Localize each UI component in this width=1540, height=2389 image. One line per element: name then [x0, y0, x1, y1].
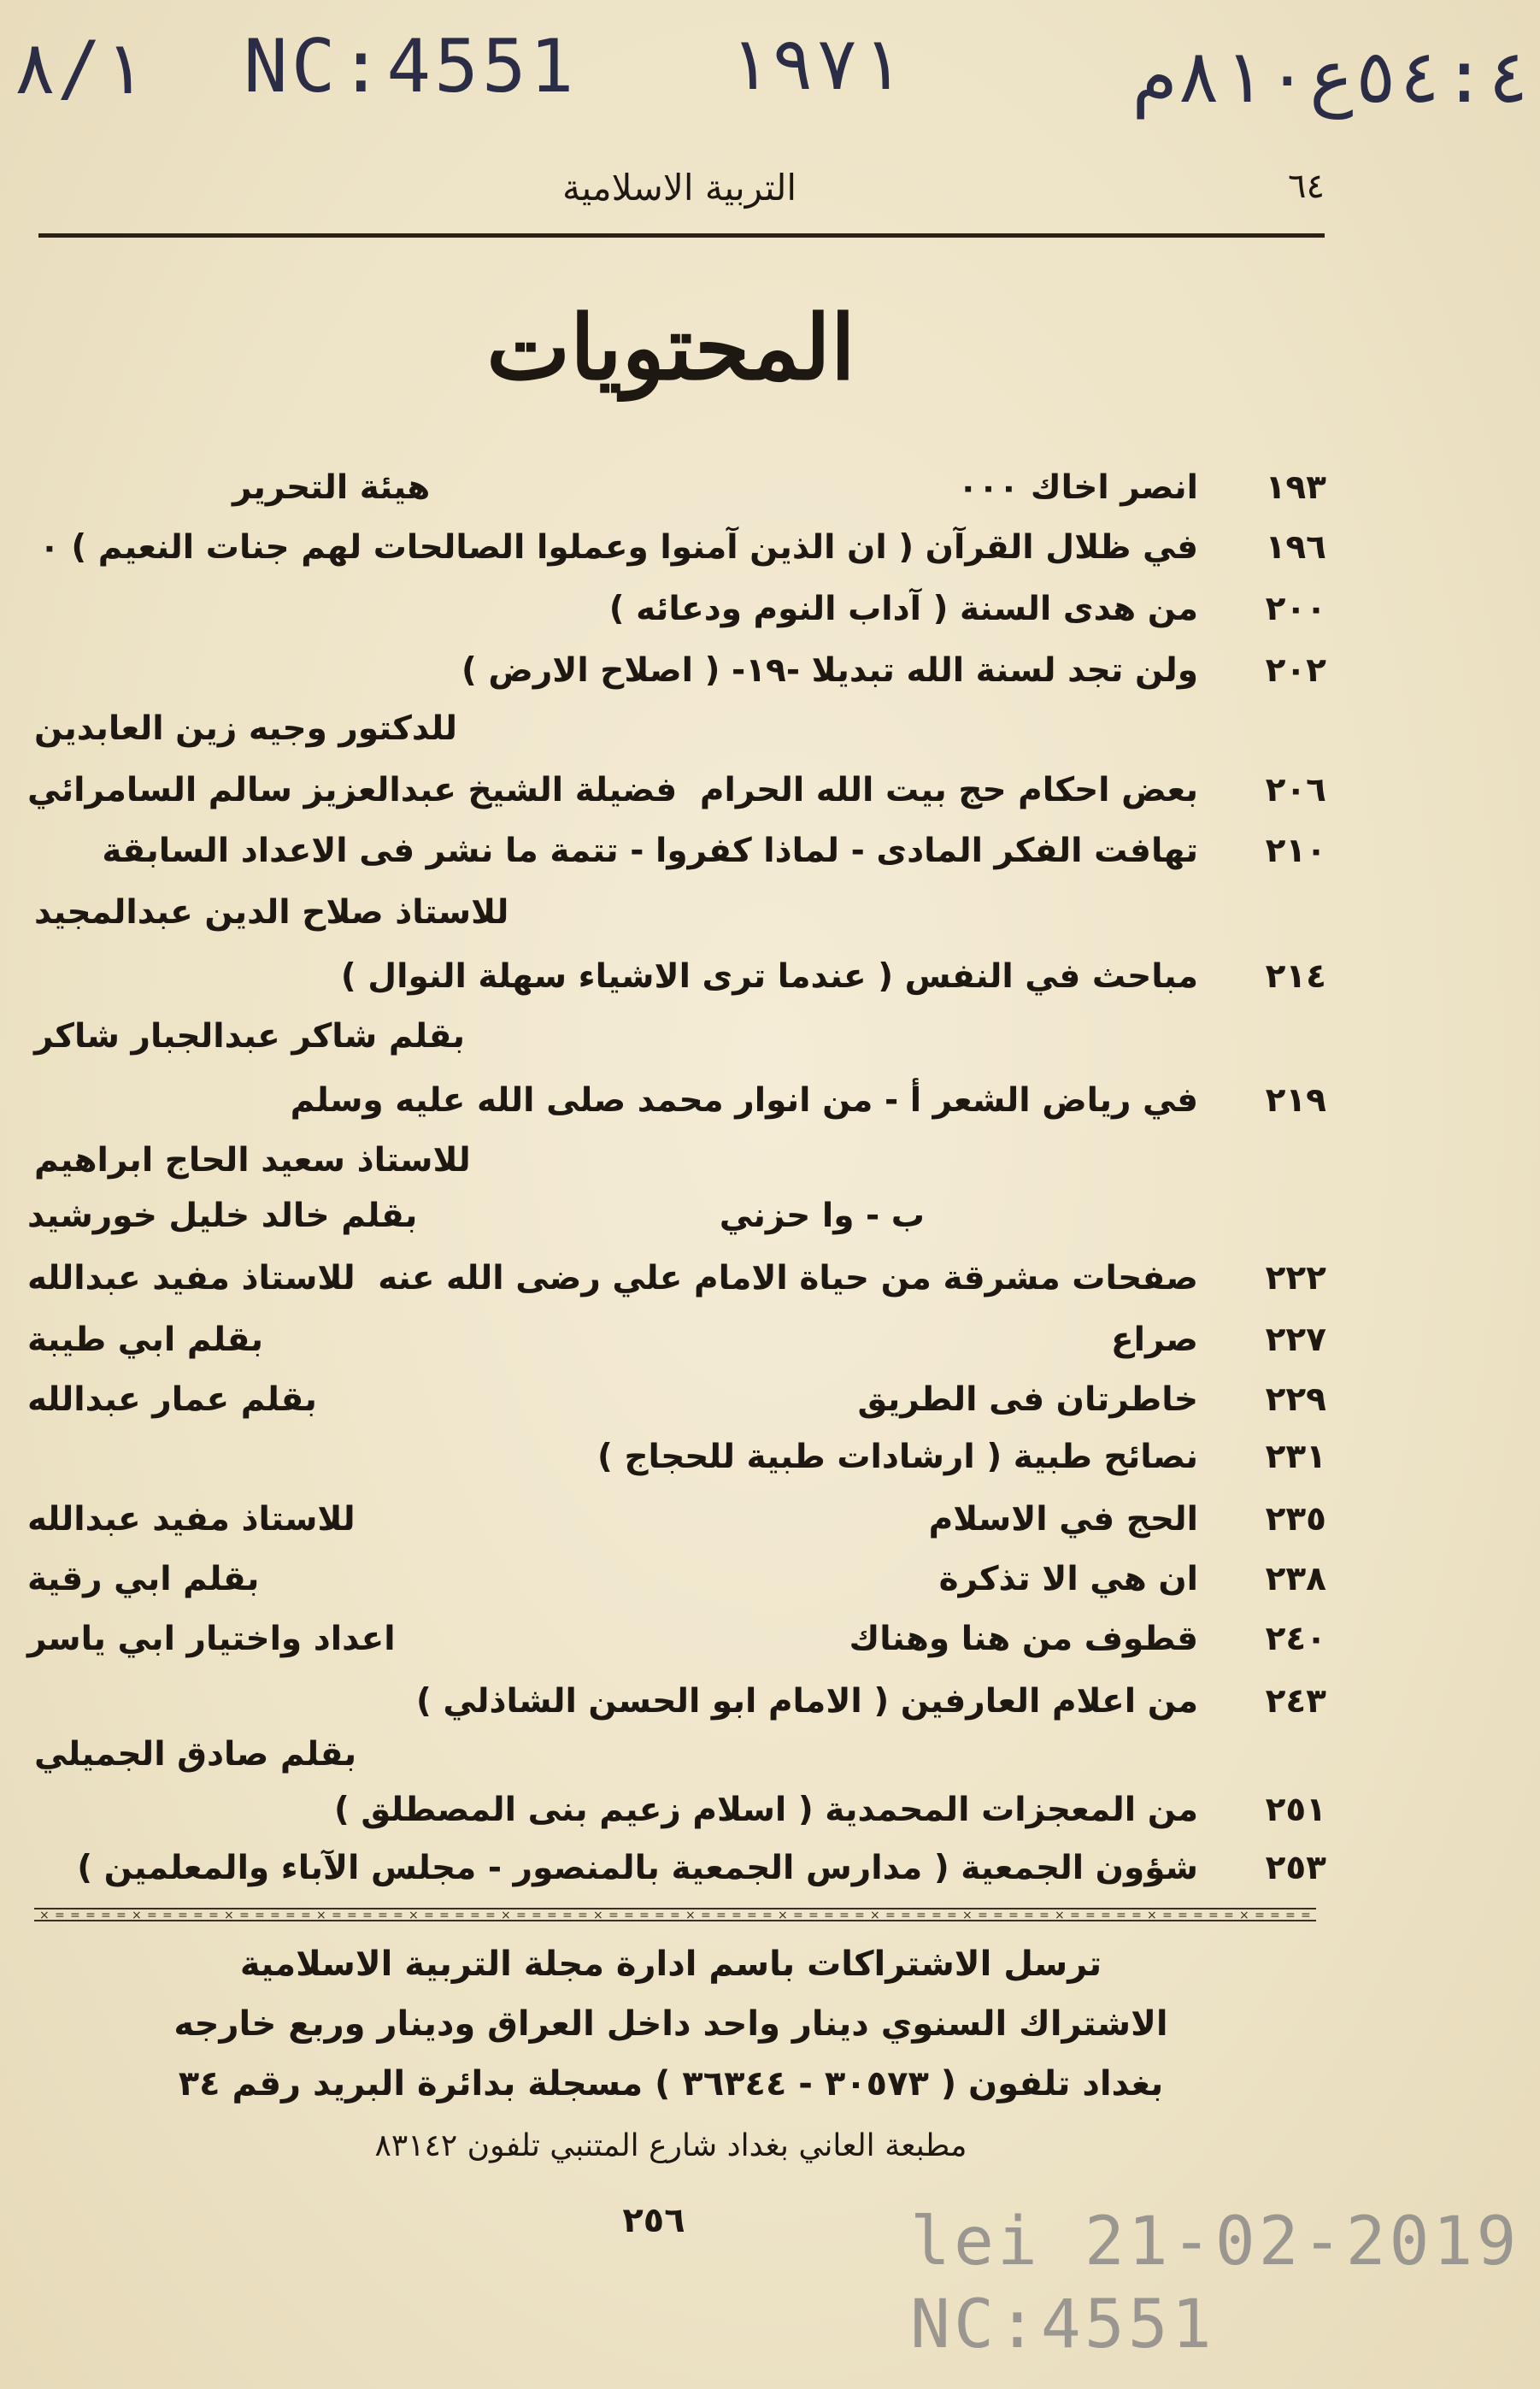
svg-text:=: =: [1070, 1909, 1080, 1922]
toc-page: ٢١٤: [1265, 957, 1326, 996]
toc-author: للاستاذ سعيد الحاج ابراهيم: [34, 1141, 471, 1180]
svg-text:=: =: [332, 1909, 342, 1922]
svg-text:=: =: [532, 1909, 542, 1922]
printer-info: مطبعة العاني بغداد شارع المتنبي تلفون ٨٣١٤٢: [374, 2128, 967, 2163]
toc-title: ولن تجد لسنة الله تبديلا -١٩- ( اصلاح الارض ): [461, 651, 1198, 690]
svg-text:=: =: [885, 1909, 896, 1922]
svg-text:×: ×: [316, 1909, 326, 1922]
svg-text:=: =: [101, 1909, 111, 1922]
svg-text:=: =: [1116, 1909, 1126, 1922]
toc-author: للاستاذ مفيد عبدالله: [27, 1500, 356, 1539]
toc-page: ٢١٩: [1265, 1081, 1326, 1120]
svg-text:×: ×: [409, 1909, 419, 1922]
toc-author: للاستاذ صلاح الدين عبدالمجيد: [34, 893, 509, 932]
toc-author: للدكتور وجيه زين العابدين: [34, 709, 458, 748]
svg-text:=: =: [439, 1909, 450, 1922]
svg-text:=: =: [932, 1909, 942, 1922]
svg-text:=: =: [808, 1909, 819, 1922]
toc-title: من هدى السنة ( آداب النوم ودعائه ): [608, 590, 1198, 628]
toc-title: ب - وا حزني: [719, 1197, 925, 1235]
toc-title: الحج في الاسلام: [928, 1500, 1198, 1539]
svg-text:=: =: [716, 1909, 726, 1922]
svg-text:=: =: [1101, 1909, 1111, 1922]
handwritten-year: ١٩٧١: [726, 21, 904, 107]
svg-text:=: =: [624, 1909, 634, 1922]
handwritten-call-number-bottom: NC:4551: [910, 2286, 1215, 2363]
toc-title: صفحات مشرقة من حياة الامام علي رضى الله عنه: [378, 1259, 1198, 1297]
svg-text:=: =: [85, 1909, 96, 1922]
svg-text:=: =: [393, 1909, 403, 1922]
toc-title: ان هي الا تذكرة: [938, 1560, 1198, 1598]
svg-text:=: =: [1301, 1909, 1311, 1922]
toc-title: في ظلال القرآن ( ان الذين آمنوا وعملوا الصالحات لهم جنات النعيم ) ٠: [38, 528, 1198, 567]
svg-text:×: ×: [501, 1909, 511, 1922]
toc-title: تهافت الفكر المادى - لماذا كفروا - تتمة ما نشر فى الاعداد السابقة: [102, 832, 1198, 870]
ornamental-separator: [34, 1899, 1316, 1930]
toc-title: من المعجزات المحمدية ( اسلام زعيم بنى المصطلق ): [333, 1791, 1198, 1829]
svg-text:=: =: [347, 1909, 357, 1922]
toc-page: ٢٤٠: [1265, 1620, 1326, 1658]
toc-title: قطوف من هنا وهناك: [849, 1620, 1198, 1658]
svg-text:=: =: [993, 1909, 1003, 1922]
svg-text:=: =: [162, 1909, 173, 1922]
svg-text:=: =: [209, 1909, 219, 1922]
toc-page: ٢٣١: [1265, 1438, 1326, 1476]
toc-title: شؤون الجمعية ( مدارس الجمعية بالمنصور - مجلس الآباء والمعلمين ): [77, 1849, 1198, 1887]
svg-text:=: =: [1193, 1909, 1203, 1922]
svg-text:=: =: [301, 1909, 311, 1922]
toc-title: في رياض الشعر أ - من انوار محمد صلى الله عليه وسلم: [290, 1081, 1198, 1120]
toc-page: ٢١٠: [1265, 832, 1326, 870]
svg-text:=: =: [916, 1909, 926, 1922]
svg-text:=: =: [485, 1909, 496, 1922]
svg-text:=: =: [793, 1909, 803, 1922]
toc-author: بقلم عمار عبدالله: [27, 1380, 317, 1419]
toc-page: ٢٤٣: [1265, 1682, 1326, 1721]
svg-text:=: =: [378, 1909, 388, 1922]
svg-text:=: =: [578, 1909, 588, 1922]
toc-author: بقلم ابي رقية: [27, 1560, 260, 1598]
handwritten-shelf-mark: ٥٤:٤ع٨١٠م: [1132, 34, 1531, 120]
svg-text:=: =: [1178, 1909, 1188, 1922]
svg-text:=: =: [655, 1909, 665, 1922]
toc-page: ٢٠٢: [1265, 651, 1326, 690]
svg-text:×: ×: [593, 1909, 603, 1922]
svg-text:×: ×: [1147, 1909, 1157, 1922]
handwritten-call-number: NC:4551: [244, 24, 578, 109]
handwritten-volume: ٨/١: [13, 26, 146, 111]
svg-text:×: ×: [224, 1909, 234, 1922]
svg-text:=: =: [362, 1909, 373, 1922]
toc-page: ١٩٣: [1265, 468, 1326, 507]
toc-page: ١٩٦: [1265, 528, 1326, 567]
svg-text:=: =: [255, 1909, 265, 1922]
svg-text:×: ×: [39, 1909, 50, 1922]
svg-text:×: ×: [962, 1909, 973, 1922]
svg-text:=: =: [270, 1909, 280, 1922]
svg-text:=: =: [947, 1909, 957, 1922]
toc-title: خاطرتان فى الطريق: [857, 1380, 1198, 1419]
toc-page: ٢٠٦: [1265, 771, 1326, 809]
toc-title: انصر اخاك ٠٠٠: [957, 468, 1198, 507]
toc-page: ٢٣٨: [1265, 1560, 1326, 1598]
toc-author: بقلم شاكر عبدالجبار شاكر: [34, 1017, 466, 1056]
toc-title: بعض احكام حج بيت الله الحرام: [699, 771, 1198, 809]
svg-text:=: =: [547, 1909, 557, 1922]
toc-author: بقلم خالد خليل خورشيد: [27, 1197, 418, 1235]
svg-text:×: ×: [778, 1909, 788, 1922]
toc-page: ٢٥١: [1265, 1791, 1326, 1829]
toc-author: بقلم ابي طيبة: [27, 1321, 264, 1359]
svg-text:=: =: [178, 1909, 188, 1922]
svg-text:=: =: [562, 1909, 573, 1922]
toc-author: فضيلة الشيخ عبدالعزيز سالم السامرائي: [27, 771, 678, 809]
svg-text:=: =: [1255, 1909, 1265, 1922]
svg-text:=: =: [978, 1909, 988, 1922]
svg-text:=: =: [470, 1909, 480, 1922]
svg-text:×: ×: [1239, 1909, 1249, 1922]
svg-text:=: =: [824, 1909, 834, 1922]
svg-text:=: =: [516, 1909, 526, 1922]
handwritten-received-date: lei 21-02-2019: [910, 2204, 1520, 2280]
svg-text:×: ×: [132, 1909, 142, 1922]
toc-title: صراع: [1111, 1321, 1198, 1359]
svg-text:=: =: [608, 1909, 619, 1922]
toc-title: مباحث في النفس ( عندما ترى الاشياء سهلة النوال ): [340, 957, 1198, 996]
svg-text:=: =: [1270, 1909, 1280, 1922]
svg-text:=: =: [762, 1909, 773, 1922]
subscription-note: ترسل الاشتراكات باسم ادارة مجلة التربية الاسلامية: [239, 1945, 1102, 1984]
svg-text:=: =: [701, 1909, 711, 1922]
toc-author: اعداد واختيار ابي ياسر: [27, 1620, 396, 1658]
toc-author: للاستاذ مفيد عبدالله: [27, 1259, 356, 1297]
svg-text:=: =: [55, 1909, 65, 1922]
svg-text:=: =: [193, 1909, 203, 1922]
toc-page: ٢٢٧: [1265, 1321, 1326, 1359]
svg-text:=: =: [901, 1909, 911, 1922]
toc-title: نصائح طبية ( ارشادات طبية للحجاج ): [597, 1438, 1198, 1476]
svg-text:=: =: [116, 1909, 126, 1922]
svg-text:×: ×: [1055, 1909, 1065, 1922]
svg-text:=: =: [670, 1909, 680, 1922]
svg-text:=: =: [70, 1909, 80, 1922]
toc-page: ٢٣٥: [1265, 1500, 1326, 1539]
svg-text:=: =: [455, 1909, 465, 1922]
svg-text:=: =: [1039, 1909, 1049, 1922]
toc-author: بقلم صادق الجميلي: [34, 1735, 357, 1774]
toc-page: ٢٠٠: [1265, 590, 1326, 628]
svg-text:=: =: [839, 1909, 849, 1922]
svg-text:=: =: [855, 1909, 865, 1922]
svg-text:=: =: [1131, 1909, 1142, 1922]
svg-text:=: =: [1085, 1909, 1096, 1922]
svg-text:×: ×: [685, 1909, 696, 1922]
svg-text:=: =: [1224, 1909, 1234, 1922]
toc-page: ٢٢٩: [1265, 1380, 1326, 1419]
svg-text:=: =: [1208, 1909, 1219, 1922]
svg-text:=: =: [1024, 1909, 1034, 1922]
svg-text:×: ×: [870, 1909, 880, 1922]
svg-text:=: =: [732, 1909, 742, 1922]
footer-page-number: ٢٥٦: [622, 2201, 685, 2240]
toc-author: هيئة التحرير: [232, 468, 431, 507]
journal-title: التربية الاسلامية: [561, 167, 797, 209]
toc-page: ٢٥٣: [1265, 1849, 1326, 1887]
toc-page: ٢٢٢: [1265, 1259, 1326, 1297]
toc-title: من اعلام العارفين ( الامام ابو الحسن الشاذلي ): [416, 1682, 1198, 1721]
svg-text:=: =: [1285, 1909, 1296, 1922]
svg-text:=: =: [147, 1909, 157, 1922]
svg-text:=: =: [1162, 1909, 1173, 1922]
svg-text:=: =: [239, 1909, 250, 1922]
svg-text:=: =: [1008, 1909, 1019, 1922]
svg-text:=: =: [639, 1909, 650, 1922]
svg-text:=: =: [285, 1909, 296, 1922]
svg-text:=: =: [747, 1909, 757, 1922]
contact-phones: بغداد تلفون ( ٣٠٥٧٣ - ٣٦٣٤٤ ) مسجلة بدائرة البريد رقم ٣٤: [178, 2064, 1164, 2104]
contents-title: المحتويات: [486, 295, 855, 400]
subscription-price: الاشتراك السنوي دينار واحد داخل العراق ودينار وربع خارجه: [173, 2004, 1168, 2044]
svg-text:=: =: [424, 1909, 434, 1922]
header-page-number: ٦٤: [1288, 167, 1325, 206]
